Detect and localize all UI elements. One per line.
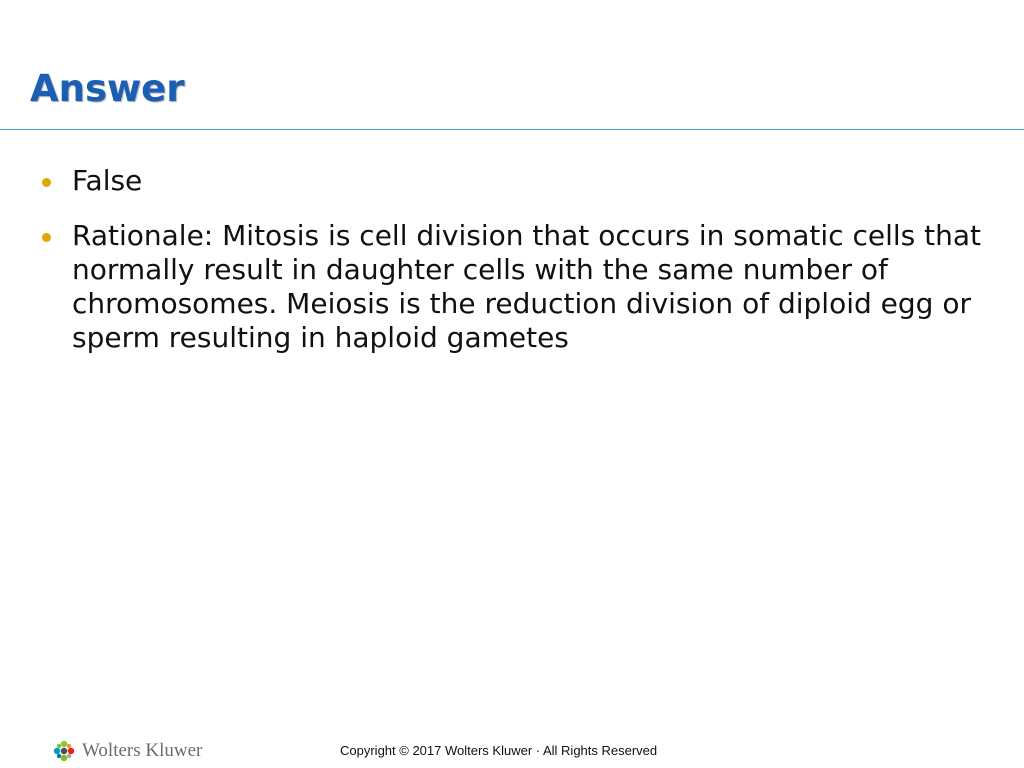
- logo-text: Wolters Kluwer: [82, 740, 203, 761]
- footer-logo: [52, 738, 202, 764]
- slide-title: Answer: [30, 67, 185, 110]
- bullet-list: [40, 164, 990, 376]
- bullet-item: [40, 219, 990, 355]
- title-divider: [0, 129, 1024, 130]
- bullet-dot-icon: [42, 233, 51, 242]
- bullet-text: Rationale: Mitosis is cell division that occurs in somatic cells that normally result in daughter cells with the same number of chromosomes. Meiosis is the reduction division of diploid egg or sperm resulting in haploid gametes: [72, 219, 982, 354]
- bullet-dot-icon: [42, 178, 51, 187]
- bullet-text: False: [72, 164, 143, 197]
- bullet-item: [40, 164, 990, 198]
- wolters-kluwer-logo-icon: [52, 739, 76, 763]
- copyright-text: Copyright © 2017 Wolters Kluwer · All Rights Reserved: [340, 743, 658, 758]
